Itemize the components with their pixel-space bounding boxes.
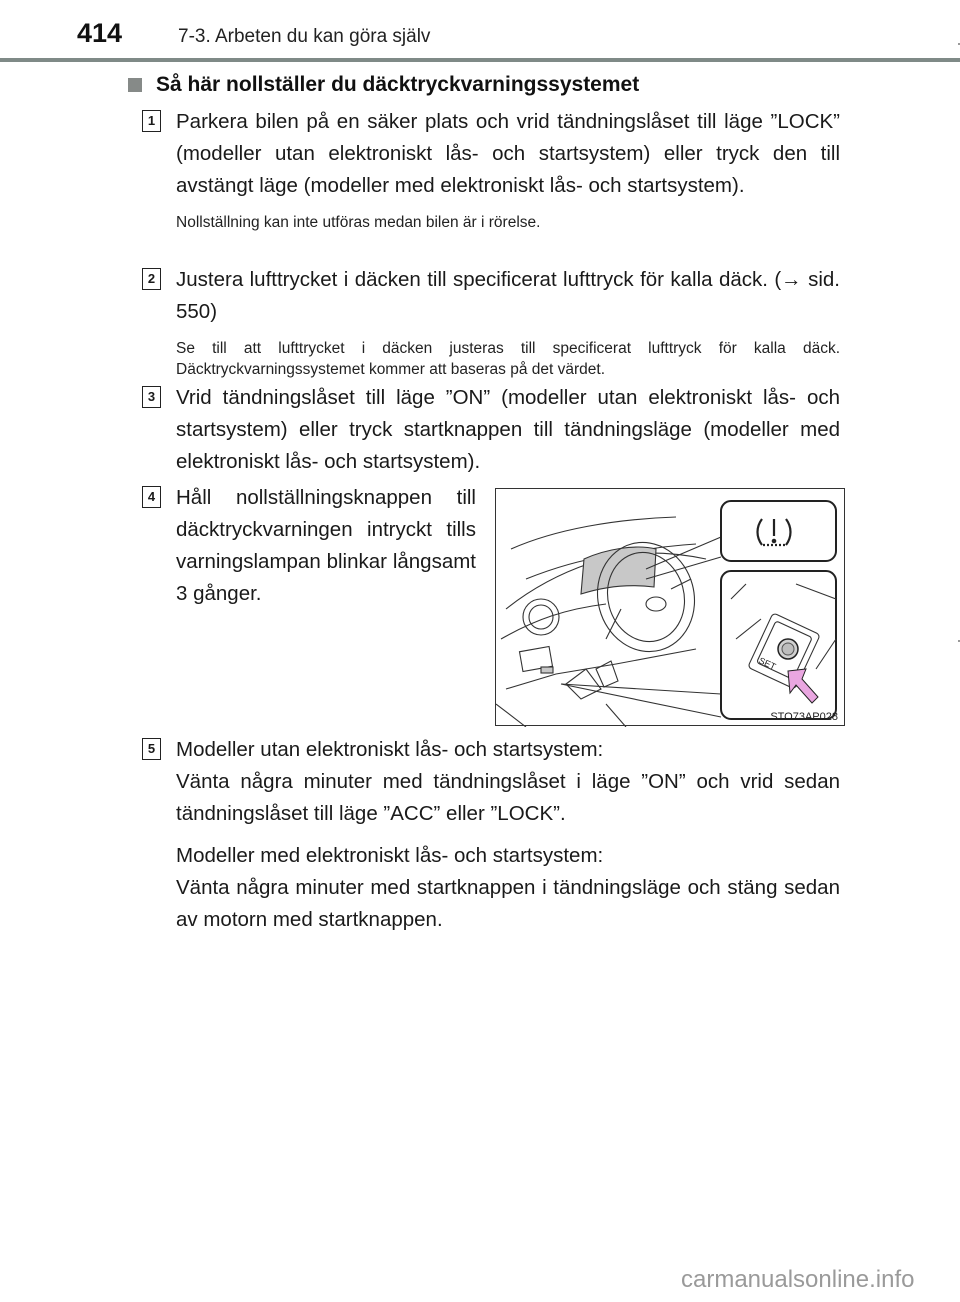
step-number: 5 xyxy=(142,738,161,760)
section-heading xyxy=(128,73,639,97)
model-heading: Modeller med elektroniskt lås- och startsystem: xyxy=(176,844,604,867)
bullet-square-icon xyxy=(128,78,142,92)
step-number: 1 xyxy=(142,110,161,132)
step-number: 4 xyxy=(142,486,161,508)
section-heading-text: Så här nollställer du däcktryckvarningssystemet xyxy=(156,73,640,96)
step-3 xyxy=(142,382,840,478)
instruction-text: Vänta några minuter med startknappen i tändningsläge och stäng sedan av motorn med startknappen. xyxy=(176,876,840,931)
model-heading: Modeller utan elektroniskt lås- och startsystem: xyxy=(176,738,604,761)
step-number: 2 xyxy=(142,268,161,290)
chapter-title: 7-3. Arbeten du kan göra själv xyxy=(178,26,431,47)
step-2 xyxy=(142,264,840,380)
watermark: carmanualsonline.info xyxy=(681,1266,915,1293)
step-5-block-2 xyxy=(176,840,840,936)
step-5 xyxy=(142,734,840,936)
figure-code: STO73AP028 xyxy=(770,711,838,723)
step-5-block-1 xyxy=(176,734,840,830)
page-number: 414 xyxy=(77,18,123,48)
step-text: Justera lufttrycket i däcken till specificerat lufttryck för kalla däck. (→ sid. 550) xyxy=(176,268,840,323)
step-text: Vrid tändningslåset till läge ”ON” (modeller utan elektroniskt lås- och startsystem) eller tryck startknappen till tändningsläge (modeller med elektroniskt lås- och startsystem). xyxy=(176,386,840,473)
step-1 xyxy=(142,106,840,233)
step-text: Håll nollställningsknappen till däcktryckvarningen intryckt tills varningslampan blinkar långsamt 3 gånger. xyxy=(176,486,476,605)
dashboard-drawing xyxy=(496,489,846,727)
step-note: Nollställning kan inte utföras medan bilen är i rörelse. xyxy=(176,214,541,231)
set-button-label: SET xyxy=(757,655,778,672)
step-number: 3 xyxy=(142,386,161,408)
header-divider xyxy=(0,58,960,62)
step-text: Parkera bilen på en säker plats och vrid tändningslåset till läge ”LOCK” (modeller utan elektroniskt lås- och startsystem) eller tryck den till avstängt läge (modeller med elektroniskt lås- och startsystem). xyxy=(176,110,840,197)
step-note: Se till att lufttrycket i däcken justeras till specificerat lufttryck för kalla däck. Däcktryckvarningssystemet kommer att baseras på det värdet. xyxy=(176,340,840,378)
instruction-text: Vänta några minuter med tändningslåset i läge ”ON” och vrid sedan tändningslåset till läge ”ACC” eller ”LOCK”. xyxy=(176,770,840,825)
dashboard-illustration xyxy=(495,488,845,726)
